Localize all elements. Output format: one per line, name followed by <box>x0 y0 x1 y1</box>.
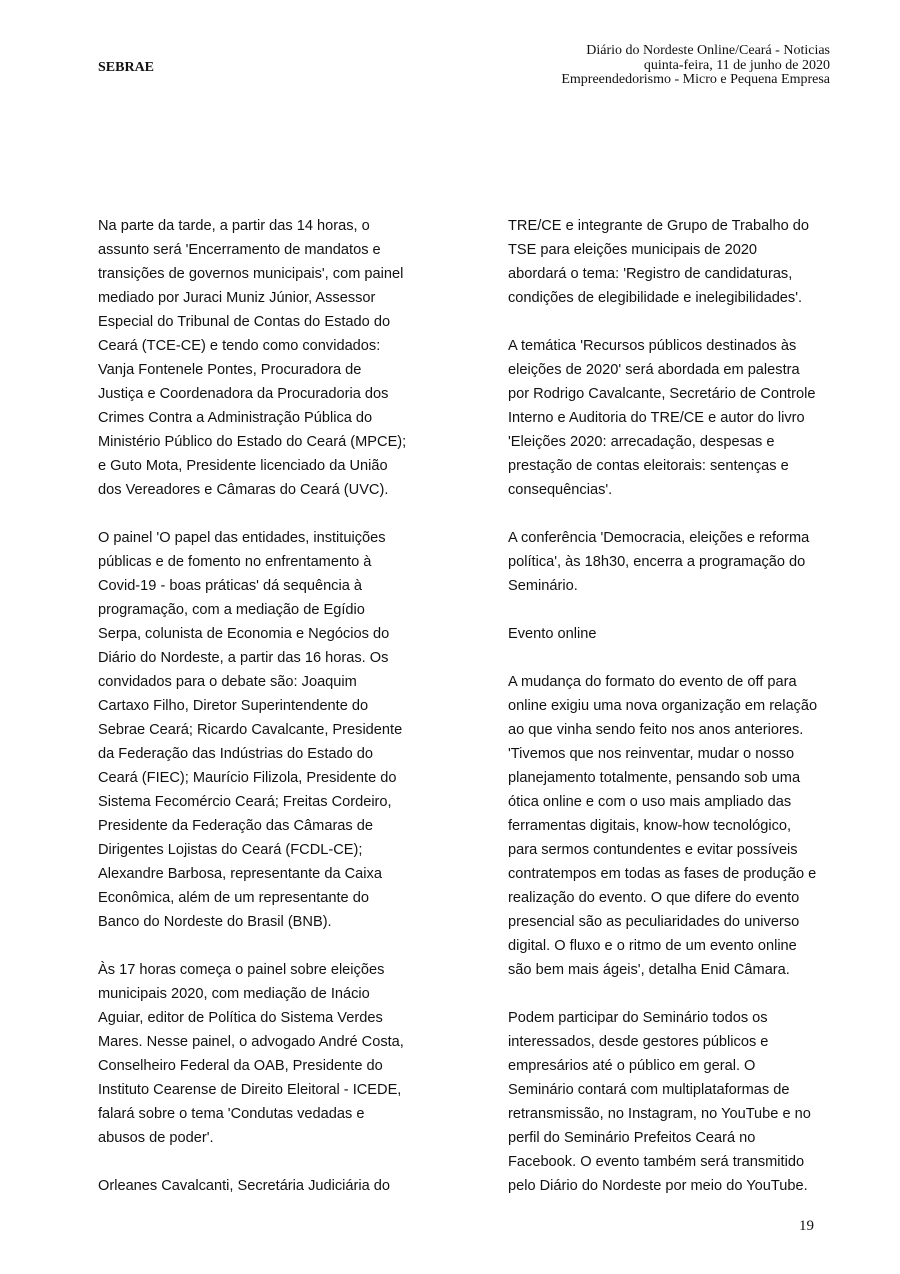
text-line: Mares. Nesse painel, o advogado André Costa, <box>98 1034 404 1050</box>
paragraph <box>98 214 428 502</box>
paragraph <box>98 526 428 934</box>
text-line: e Guto Mota, Presidente licenciado da União <box>98 458 388 474</box>
text-line: Alexandre Barbosa, representante da Caixa <box>98 866 382 882</box>
text-line: perfil do Seminário Prefeitos Ceará no <box>508 1130 756 1146</box>
text-line: planejamento totalmente, pensando sob uma <box>508 770 801 786</box>
text-line: Econômica, além de um representante do <box>98 890 369 906</box>
paragraph <box>508 670 843 982</box>
source-name: Diário do Nordeste Online/Ceará - Noticias <box>586 43 830 58</box>
text-line: convidados para o debate são: Joaquim <box>98 674 357 690</box>
text-line: abusos de poder'. <box>98 1130 214 1146</box>
text-line: ferramentas digitais, know-how tecnológico, <box>508 818 792 834</box>
page-number: 19 <box>799 1218 814 1234</box>
text-line: empresários até o público em geral. O <box>508 1058 756 1074</box>
paragraph <box>508 334 843 502</box>
text-line: da Federação das Indústrias do Estado do <box>98 746 374 762</box>
text-line: Ceará (FIEC); Maurício Filizola, Presidente do <box>98 770 397 786</box>
text-line: programação, com a mediação de Egídio <box>98 602 365 618</box>
text-line: condições de elegibilidade e inelegibilidades'. <box>508 290 803 306</box>
text-line: O painel 'O papel das entidades, instituições <box>98 530 386 546</box>
text-line: Às 17 horas começa o painel sobre eleições <box>98 962 385 978</box>
paragraph <box>508 526 843 598</box>
text-line: TRE/CE e integrante de Grupo de Trabalho do <box>508 218 809 234</box>
text-line: 'Tivemos que nos reinventar, mudar o nosso <box>508 746 795 762</box>
text-line: TSE para eleições municipais de 2020 <box>508 242 758 258</box>
text-line: Aguiar, editor de Política do Sistema Verdes <box>98 1010 383 1026</box>
text-line: Orleanes Cavalcanti, Secretária Judiciária do <box>98 1178 391 1194</box>
text-line: por Rodrigo Cavalcante, Secretário de Controle <box>508 386 816 402</box>
text-line: Instituto Cearense de Direito Eleitoral - ICEDE, <box>98 1082 402 1098</box>
paragraph <box>508 214 843 310</box>
text-line: municipais 2020, com mediação de Inácio <box>98 986 370 1002</box>
text-line: transições de governos municipais', com painel <box>98 266 404 282</box>
text-line: consequências'. <box>508 482 613 498</box>
text-line: 'Eleições 2020: arrecadação, despesas e <box>508 434 775 450</box>
text-line: A mudança do formato do evento de off para <box>508 674 797 690</box>
publisher-name: SEBRAE <box>98 60 155 75</box>
text-line: Ministério Público do Estado do Ceará (MPCE); <box>98 434 407 450</box>
text-line: Facebook. O evento também será transmitido <box>508 1154 805 1170</box>
text-line: mediado por Juraci Muniz Júnior, Assessor <box>98 290 376 306</box>
text-line: contratempos em todas as fases de produção e <box>508 866 817 882</box>
text-line: Sebrae Ceará; Ricardo Cavalcante, Presidente <box>98 722 403 738</box>
publication-date: quinta-feira, 11 de junho de 2020 <box>643 57 830 73</box>
left-column <box>98 214 428 1222</box>
text-line: Seminário. <box>508 578 578 594</box>
text-line: digital. O fluxo e o ritmo de um evento online <box>508 938 797 954</box>
text-line: prestação de contas eleitorais: sentenças e <box>508 458 789 474</box>
text-line: interessados, desde gestores públicos e <box>508 1034 769 1050</box>
text-line: Vanja Fontenele Pontes, Procuradora de <box>98 362 362 378</box>
text-line: realização do evento. O que difere do evento <box>508 890 800 906</box>
text-line: Podem participar do Seminário todos os <box>508 1010 768 1026</box>
text-line: Ceará (TCE-CE) e tendo como convidados: <box>98 338 381 354</box>
text-line: são bem mais ágeis', detalha Enid Câmara. <box>508 962 790 978</box>
text-line: Seminário contará com multiplataformas de <box>508 1082 790 1098</box>
text-line: Sistema Fecomércio Ceará; Freitas Cordeiro, <box>98 794 392 810</box>
text-line: A conferência 'Democracia, eleições e reforma <box>508 530 810 546</box>
text-line: Banco do Nordeste do Brasil (BNB). <box>98 914 332 930</box>
text-line: A temática 'Recursos públicos destinados às <box>508 338 797 354</box>
text-line: falará sobre o tema 'Condutas vedadas e <box>98 1106 365 1122</box>
text-line: pelo Diário do Nordeste por meio do YouTube. <box>508 1178 808 1194</box>
text-line: dos Vereadores e Câmaras do Ceará (UVC). <box>98 482 389 498</box>
text-line: assunto será 'Encerramento de mandatos e <box>98 242 381 258</box>
text-line: Conselheiro Federal da OAB, Presidente do <box>98 1058 383 1074</box>
text-line: Diário do Nordeste, a partir das 16 horas. Os <box>98 650 389 666</box>
right-column <box>508 214 843 1222</box>
text-line: ao que vinha sendo feito nos anos anteriores. <box>508 722 804 738</box>
text-line: Justiça e Coordenadora da Procuradoria dos <box>98 386 389 402</box>
text-line: ótica online e com o uso mais ampliado das <box>508 794 792 810</box>
text-line: retransmissão, no Instagram, no YouTube e no <box>508 1106 811 1122</box>
text-line: Crimes Contra a Administração Pública do <box>98 410 373 426</box>
text-line: Interno e Auditoria do TRE/CE e autor do livro <box>508 410 805 426</box>
text-line: Presidente da Federação das Câmaras de <box>98 818 374 834</box>
paragraph <box>508 622 843 646</box>
section-name: Empreendedorismo - Micro e Pequena Empresa <box>561 72 830 87</box>
text-line: Na parte da tarde, a partir das 14 horas, o <box>98 218 370 234</box>
text-line: Evento online <box>508 626 597 642</box>
text-line: eleições de 2020' será abordada em palestra <box>508 362 800 378</box>
text-line: públicas e de fomento no enfrentamento à <box>98 554 372 570</box>
text-line: Cartaxo Filho, Diretor Superintendente do <box>98 698 369 714</box>
source-header <box>561 44 830 88</box>
paragraph <box>98 958 428 1150</box>
paragraph <box>98 1174 428 1198</box>
paragraph <box>508 1006 843 1198</box>
text-line: política', às 18h30, encerra a programação do <box>508 554 806 570</box>
text-line: Covid-19 - boas práticas' dá sequência à <box>98 578 363 594</box>
text-line: para sermos contundentes e evitar possíveis <box>508 842 798 858</box>
text-line: online exigiu uma nova organização em relação <box>508 698 818 714</box>
text-line: Dirigentes Lojistas do Ceará (FCDL-CE); <box>98 842 363 858</box>
text-line: Especial do Tribunal de Contas do Estado do <box>98 314 391 330</box>
text-line: abordará o tema: 'Registro de candidaturas, <box>508 266 793 282</box>
text-line: Serpa, colunista de Economia e Negócios do <box>98 626 390 642</box>
text-line: presencial são as peculiaridades do universo <box>508 914 800 930</box>
